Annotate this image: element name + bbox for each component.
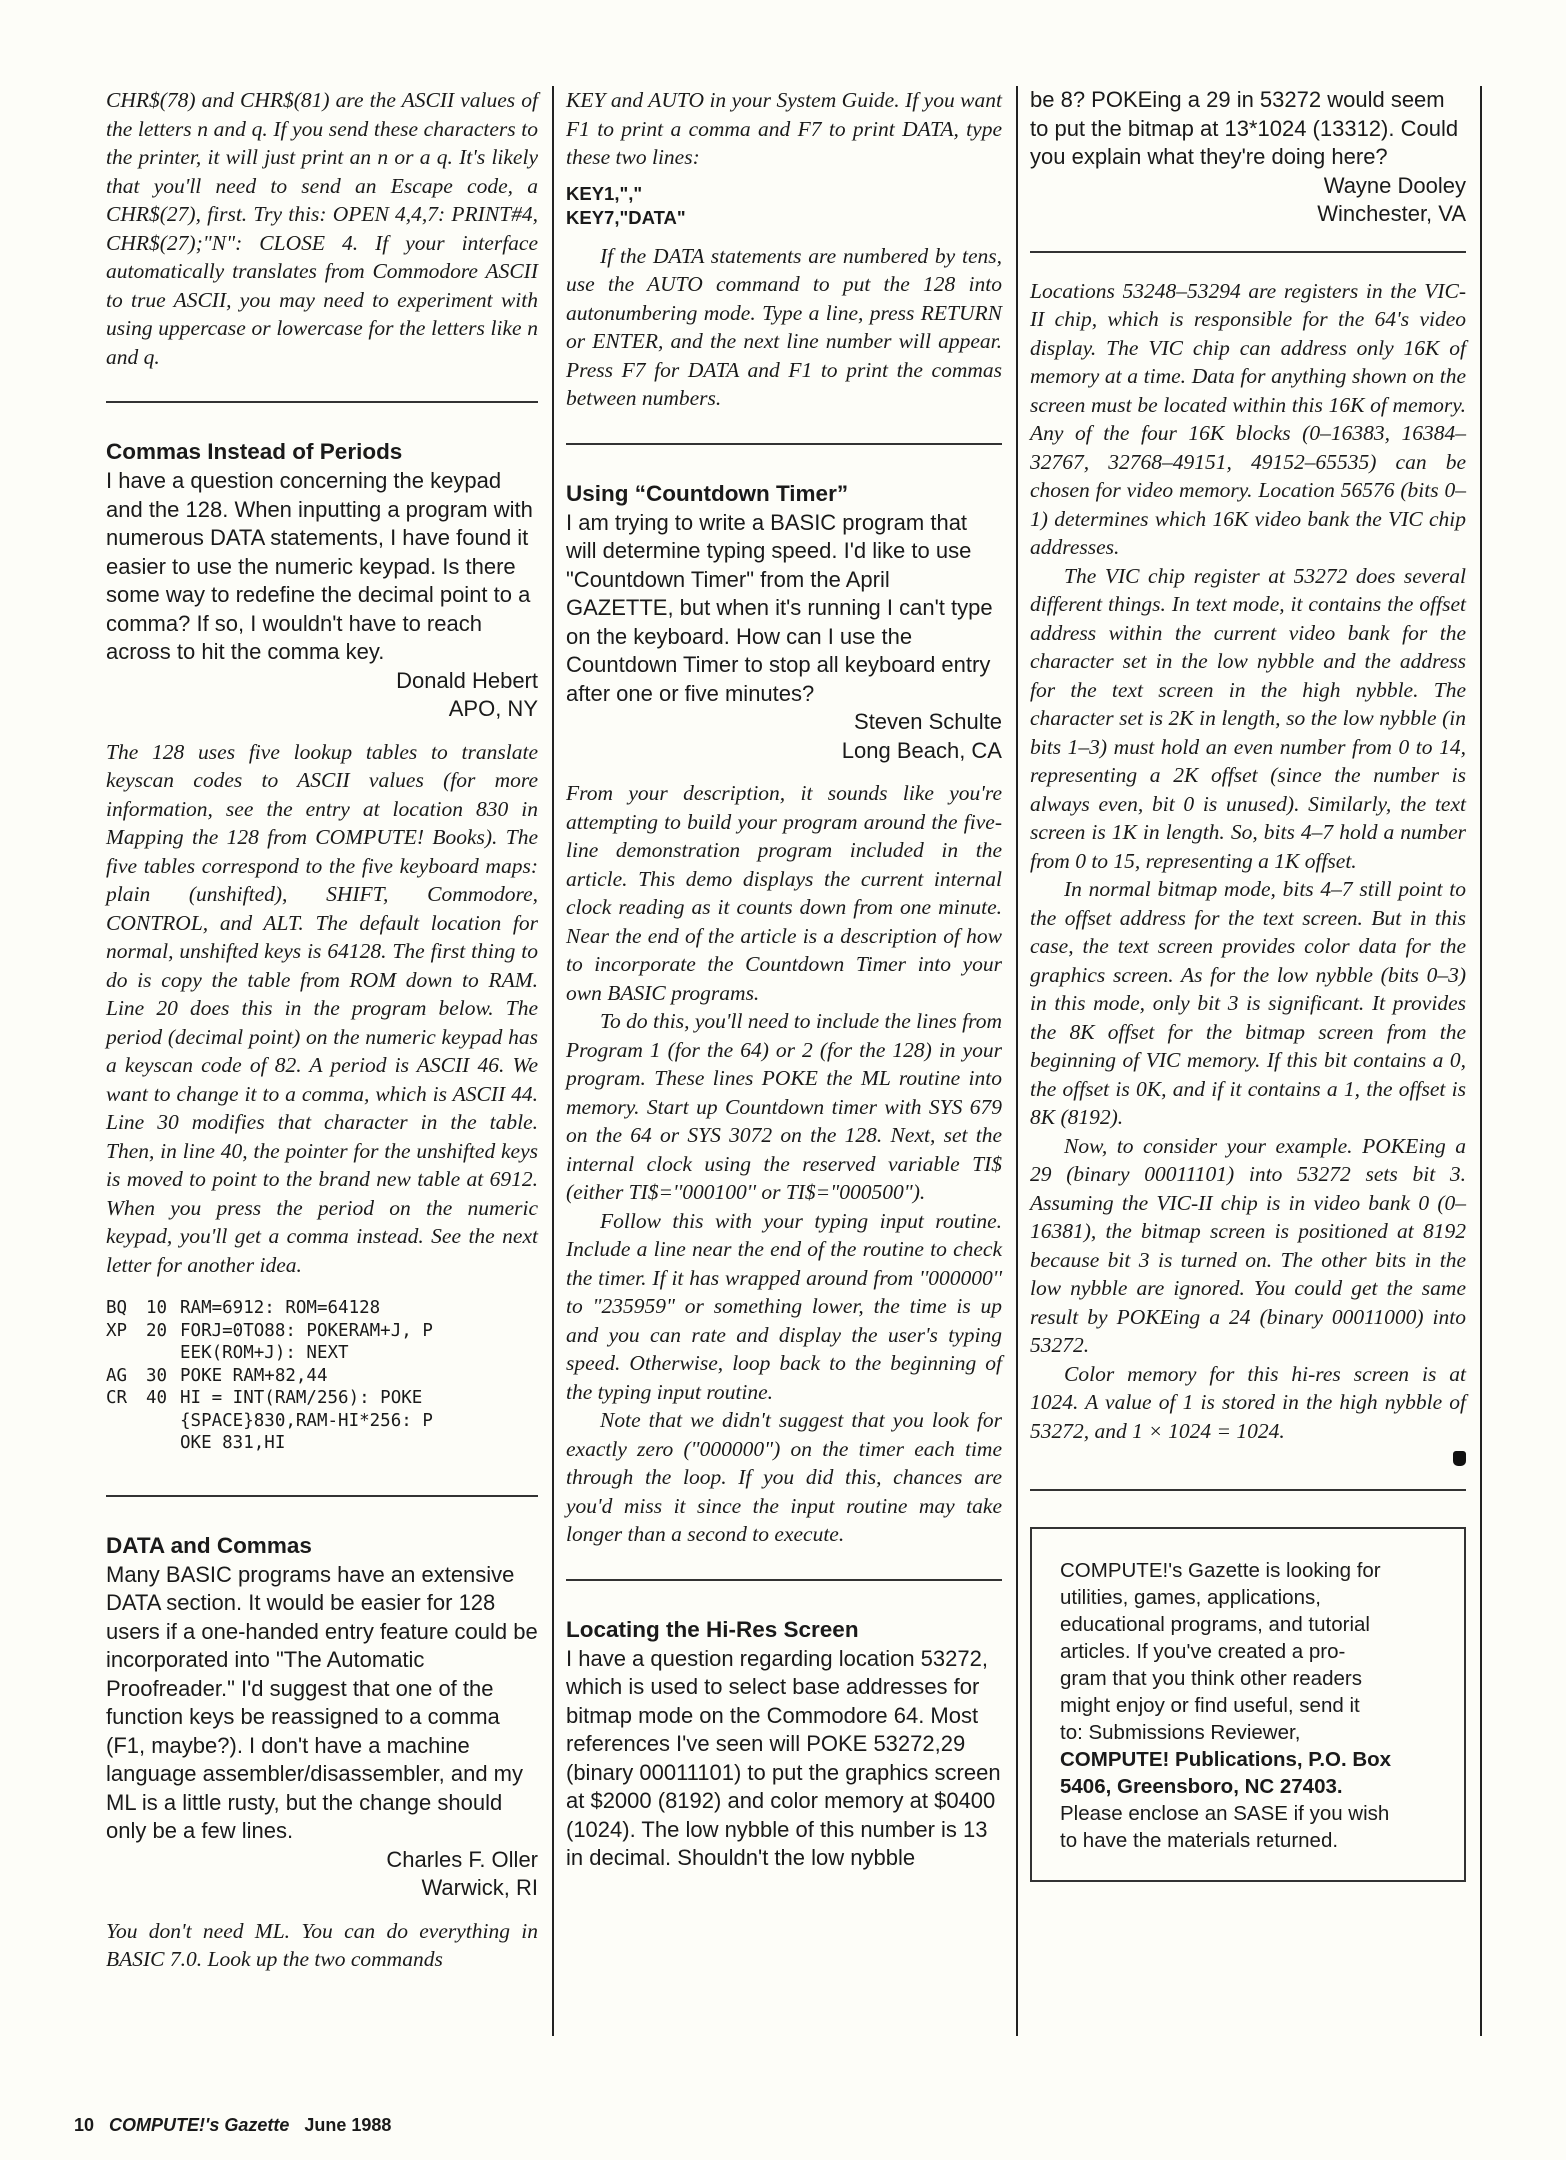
answer-text: You don't need ML. You can do everything in BASIC 7.0. Look up the two commands (106, 1918, 538, 1971)
submissions-box: COMPUTE!'s Gazette is looking for utilities, games, applications, educational programs, and tutorial articles. If you've created a pro- gram that you think other readers might enjoy or find useful, send it to: Submissions Reviewer, COMPUTE! Publications, P.O. Box 5406, Greensboro, NC 27403. Please enclose an SASE if you wish to have the materials returned. (1030, 1527, 1466, 1882)
answer-text: The 128 uses five lookup tables to translate keyscan codes to ASCII values (for more information, see the entry at location 830 in Mapping the 128 from COMPUTE! Books). The five tables correspond to the five keyboard maps: plain (unshifted), SHIFT, Commodore, CONTROL, and ALT. The default location for normal, unshifted keys is 64128. The first thing to do is copy the table from ROM down to RAM. Line 20 does this in the program below. The period (decimal point) on the numeric keypad has a keyscan code of 82. A period is ASCII 46. We want to change it to a comma, which is ASCII 44. Line 30 modifies that character in the table. Then, in line 40, the pointer for the unshifted keys is moved to point to the brand new table at 6912. When you press the period on the numeric keypad, you'll get a comma instead. See the next letter for another idea. (106, 739, 538, 1277)
page-footer (74, 2115, 391, 2136)
letter-signature: Steven Schulte Long Beach, CA (841, 709, 1002, 763)
column-3 (1030, 86, 1466, 1882)
section-title: Commas Instead of Periods (106, 439, 403, 464)
section-divider (106, 401, 538, 403)
letter-signature: Wayne Dooley Winchester, VA (1317, 172, 1466, 226)
section-title: Locating the Hi-Res Screen (566, 1616, 859, 1642)
page-number: 10 (74, 2115, 95, 2135)
column-1 (106, 86, 538, 1974)
letter-text: I have a question regarding location 53272, which is used to select base addresses for bitmap mode on the Commodore 64. Most references I've seen will POKE 53272,29 (binary 00011101) to put the graphics screen at $2000 (8192) and color memory at $0400 (1024). The low nybble of this number is 13 in decimal. Shouldn't the low nybble (566, 1645, 1001, 1870)
column-rule (552, 86, 554, 2036)
letter-signature: Charles F. Oller Warwick, RI (386, 1846, 538, 1900)
letter-text: be 8? POKEing a 29 in 53272 would seem to put the bitmap at 13*1024 (13312). Could you explain what they're doing here? (1030, 87, 1459, 169)
answer-text: If the DATA statements are numbered by tens, use the AUTO command to put the 128 into autonumbering mode. Type a line, press RETURN or ENTER, and the next line number will appear. Press F7 for DATA and F1 to print the commas between numbers. (566, 243, 1002, 410)
section-divider (566, 443, 1002, 445)
magazine-name: COMPUTE!'s Gazette (109, 2115, 290, 2135)
letter-text: I am trying to write a BASIC program that will determine typing speed. I'd like to use "Countdown Timer" from the April GAZETTE, but when it's running I can't type on the keyboard. How can I use the Countdown Timer to stop all keyboard entry after one or five minutes? (566, 509, 993, 706)
key-definitions: KEY1,"," KEY7,"DATA" (566, 182, 686, 228)
section-title: Using “Countdown Timer” (566, 480, 849, 506)
column-rule (1480, 86, 1482, 2036)
answer-text: From your description, it sounds like you're attempting to build your program around the five-line demonstration program included in the article. This demo displays the current internal clock reading as it counts down from one minute. Near the end of the article is a description of how to incorporate the Countdown Timer into your own BASIC programs. To do this, you'll need to include the lines from Program 1 (for the 64) or 2 (for the 128) in your program. These lines POKE the ML routine into memory. Start up Countdown timer with SYS 679 on the 64 or SYS 3072 on the 128. Next, set the internal clock using the reserved variable TI$ (either TI$=''000100'' or TI$="000500"). Follow this with your typing input routine. Include a line near the end of the routine to check the timer. If it has wrapped around from ''000000'' to "235959" or something lower, the time is up and you can rate and display the user's typing speed. Otherwise, loop back to the beginning of the typing input routine. Note that we didn't suggest that you look for exactly zero ("000000") on the timer each time through the loop. If you did this, chances are you'd miss it since the input routine may take longer than a second to execute. (566, 781, 1002, 1546)
letter-text: I have a question concerning the keypad and the 128. When inputting a program with numerous DATA statements, I have found it easier to use the numeric keypad. Is there some way to redefine the decimal point to a comma? If so, I wouldn't have to reach across to hit the comma key. (106, 468, 533, 664)
letter-signature: Donald Hebert APO, NY (396, 667, 538, 721)
letter-text: Many BASIC programs have an extensive DATA section. It would be easier for 128 users if a one-handed entry feature could be incorporated into "The Automatic Proofreader." I'd suggest that one of the function keys be reassigned to a comma (F1, maybe?). I don't have a machine language assembler/disassembler, and my ML is a little rusty, but the change should only be a few lines. (106, 1561, 538, 1843)
column-2 (566, 86, 1002, 1873)
section-divider (566, 1579, 1002, 1581)
issue-date: June 1988 (304, 2115, 392, 2135)
section-divider (106, 1495, 538, 1497)
end-of-article-mark (1030, 1449, 1466, 1467)
column-rule (1016, 86, 1018, 2036)
section-divider (1030, 1489, 1466, 1491)
answer-text: KEY and AUTO in your System Guide. If you want F1 to print a comma and F7 to print DATA, type these two lines: (566, 88, 1002, 169)
section-divider (1030, 251, 1466, 253)
section-title: DATA and Commas (106, 1532, 312, 1558)
answer-text: CHR$(78) and CHR$(81) are the ASCII values of the letters n and q. If you send these characters to the printer, it will just print an n or a q. It's likely that you'll need to send an Escape code, a CHR$(27), first. Try this: OPEN 4,4,7: PRINT#4, CHR$(27);"N": CLOSE 4. If your interface automatically translates from Commodore ASCII to true ASCII, you may need to experiment with using uppercase or lowercase for the letters like n and q. (106, 88, 538, 369)
answer-text: Locations 53248–53294 are registers in the VIC-II chip, which is responsible for the 64's video display. The VIC chip can address only 16K of memory at a time. Data for anything shown on the screen must be located within this 16K of memory. Any of the four 16K blocks (0–16383, 16384–32767, 32768–49151, 49152–65535) can be chosen for video memory. Location 56576 (bits 0–1) determines which 16K video bank the VIC chip addresses. The VIC chip register at 53272 does several different things. In text mode, it contains the offset address within the current video bank for the character set in the low nybble and the address for the text screen in the high nybble. The character set is 2K in length, so the low nybble (in bits 1–3) must hold an even number from 0 to 14, representing a 2K offset (since the number is always even, bit 0 is unused). Similarly, the text screen is 1K in length. So, bits 4–7 hold a number from 0 to 15, representing a 1K offset. In normal bitmap mode, bits 4–7 still point to the offset address for the text screen. But in this case, the text screen provides color data for the graphics screen. As for the low nybble (bits 0–3) in this mode, only bit 3 is significant. It provides the 8K offset for the bitmap screen from the beginning of VIC memory. If this bit contains a 0, the offset is 0K, and if it contains a 1, the offset is 8K (8192). Now, to consider your example. POKEing a 29 (binary 00011101) into 53272 sets bit 3. Assuming the VIC-II chip is in video bank 0 (0–16381), the bitmap screen is positioned at 8192 because bit 3 is turned on. The other bits in the low nybble are ignored. You could get the same result by POKEing a 24 (binary 00011000) into 53272. Color memory for this hi-res screen is at 1024. A value of 1 is stored in the high nybble of 53272, and 1 × 1024 = 1024. (1030, 278, 1466, 1443)
program-listing: BQ 10 RAM=6912: ROM=64128 XP 20 FORJ=0TO88: POKERAM+J, P EEK(ROM+J): NEXT AG 30 POKE RAM+82,44 CR 40 HI = INT(RAM/256): POKE {SPACE}830,RAM-HI*256: P OKE 831,HI (106, 1298, 433, 1453)
